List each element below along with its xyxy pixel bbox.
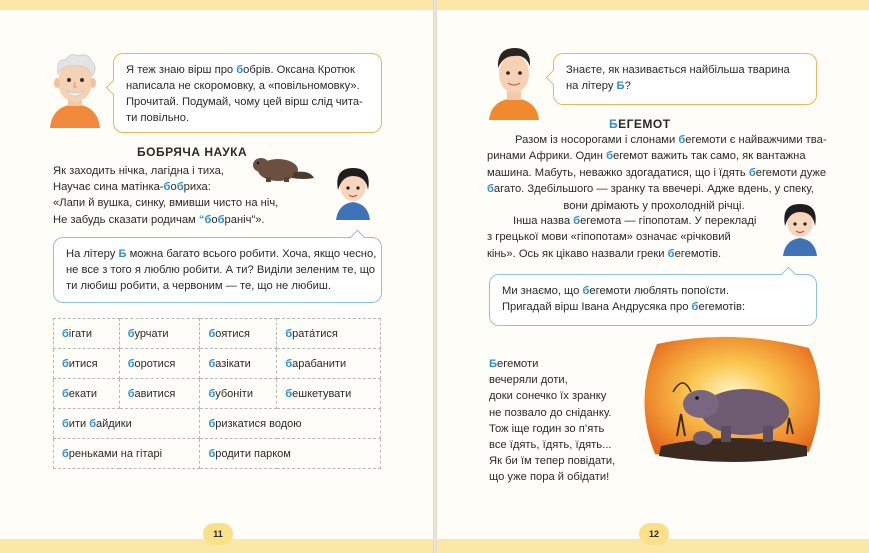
text-line: багато. Здебільшого — зранку та ввечері. Адже вдень, у спеку, (487, 183, 814, 196)
text-line: «Лапи й вушка, синку, вмивши чисто на ніч, (53, 197, 279, 210)
left-page (0, 0, 433, 553)
activity-cell[interactable]: бекати (54, 379, 120, 409)
activity-row (54, 379, 381, 409)
activity-row (54, 409, 381, 439)
text-line: вони дрімають у прохолодній річці. (563, 199, 745, 212)
girl-bubble-2-text (502, 283, 804, 315)
activity-cell[interactable]: бродити парком (200, 439, 381, 469)
text-line: Разом із носорогами і слонами бегемоти є найважчими тва- (515, 134, 827, 146)
activity-cell[interactable]: бубоніти (200, 379, 277, 409)
text-line: на літеру Б? (566, 80, 631, 92)
girl-illustration (330, 164, 376, 220)
activity-row (54, 349, 381, 379)
activities-table (53, 318, 381, 469)
left-top-band (0, 0, 433, 10)
girl-illustration-2 (777, 198, 823, 256)
activity-cell[interactable]: бризкатися водою (200, 409, 381, 439)
text-line: Бегемоти (489, 358, 539, 370)
activity-cell[interactable]: бурчати (119, 319, 200, 349)
text-line: з грецької мови «гіпопотам» означає «річковий (487, 231, 731, 244)
right-page-number: 12 (639, 523, 669, 545)
activity-cell[interactable]: брата́тися (277, 319, 381, 349)
activity-cell[interactable]: бити байдики (54, 409, 200, 439)
hippo-paragraph-1 (487, 132, 827, 214)
text-line: Знаєте, як називається найбільша тварина (566, 64, 790, 76)
activity-cell[interactable]: барабанити (277, 349, 381, 379)
activity-cell[interactable]: бігати (54, 319, 120, 349)
text-line: ти повільно. (126, 112, 190, 124)
text-line: ринами Африки. Один бегемот важить так само, як вантажна (487, 150, 806, 163)
text-line: Научає сина матінка-бобриха: (53, 181, 211, 194)
boy-illustration (485, 44, 543, 120)
girl-speech-bubble (53, 237, 382, 303)
text-line: не позвало до сніданку. (489, 406, 612, 419)
text-line: не все з того я люблю робити. А ти? Виділи зеленим те, що (66, 264, 376, 276)
text-line: кінь». Ось як цікаво назвали греки бегемотів. (487, 247, 722, 260)
text-line: ти любиш робити, а червоним — те, що не любиш. (66, 280, 332, 292)
hippo-illustration (637, 334, 827, 468)
right-page (437, 0, 869, 553)
activity-cell[interactable]: бреньками на гітарі (54, 439, 200, 469)
grandpa-illustration (44, 52, 106, 128)
grandpa-speech-bubble (113, 53, 382, 133)
text-line: Пригадай вірш Івана Андрусяка про бегемотів: (502, 301, 746, 313)
text-line: вечеряли доти, (489, 374, 568, 387)
text-line: Інша назва бегемота — гіпопотам. У перекладі (513, 215, 757, 227)
hippo-paragraph-2 (487, 213, 787, 262)
text-line: Тож іще годин зо п’ять (489, 422, 605, 435)
text-line: доки сонечко їх зранку (489, 390, 607, 403)
text-line: що уже пора й обідати! (489, 471, 610, 484)
activity-row (54, 439, 381, 469)
text-line: Як заходить нічка, лагідна і тиха, (53, 165, 224, 177)
activity-cell[interactable]: боятися (200, 319, 277, 349)
text-line: Прочитай. Подумай, чому цей вірш слід чита- (126, 96, 363, 108)
poem-title: БОБРЯЧА НАУКА (137, 145, 248, 159)
article-title: БЕГЕМОТ (609, 117, 671, 131)
text-line: На літеру Б можна багато всього робити. Хоча, якщо чесно, (66, 248, 377, 260)
girl-bubble-text (66, 246, 377, 294)
text-line: Не забудь сказати родичам “бобраніч”». (53, 213, 265, 226)
boy-bubble-text (566, 62, 804, 94)
activity-cell[interactable]: битися (54, 349, 120, 379)
boy-speech-bubble (553, 53, 817, 105)
beaver-poem (53, 163, 278, 228)
activity-cell[interactable]: базікати (200, 349, 277, 379)
text-line: Ми знаємо, що бегемоти люблять попоїсти. (502, 285, 730, 297)
activity-cell[interactable]: бавитися (119, 379, 200, 409)
girl-speech-bubble-2 (489, 274, 817, 326)
hippo-poem (489, 356, 615, 486)
activity-cell[interactable]: бешкетувати (277, 379, 381, 409)
right-top-band (437, 0, 869, 10)
left-page-number: 11 (203, 523, 233, 545)
text-line: все їдять, їдять, їдять... (489, 439, 612, 452)
text-line: Як би їм тепер повідати, (489, 455, 616, 468)
text-line: Я теж знаю вірш про бобрів. Оксана Кротюк (126, 64, 355, 76)
text-line: написала не скоромовку, а «повільномовку». (126, 80, 360, 92)
activity-cell[interactable]: боротися (119, 349, 200, 379)
text-line: машина. Мабуть, неважко здогадатися, що і їдять бегемоти дуже (487, 166, 827, 179)
activity-row (54, 319, 381, 349)
grandpa-bubble-text (126, 62, 369, 126)
